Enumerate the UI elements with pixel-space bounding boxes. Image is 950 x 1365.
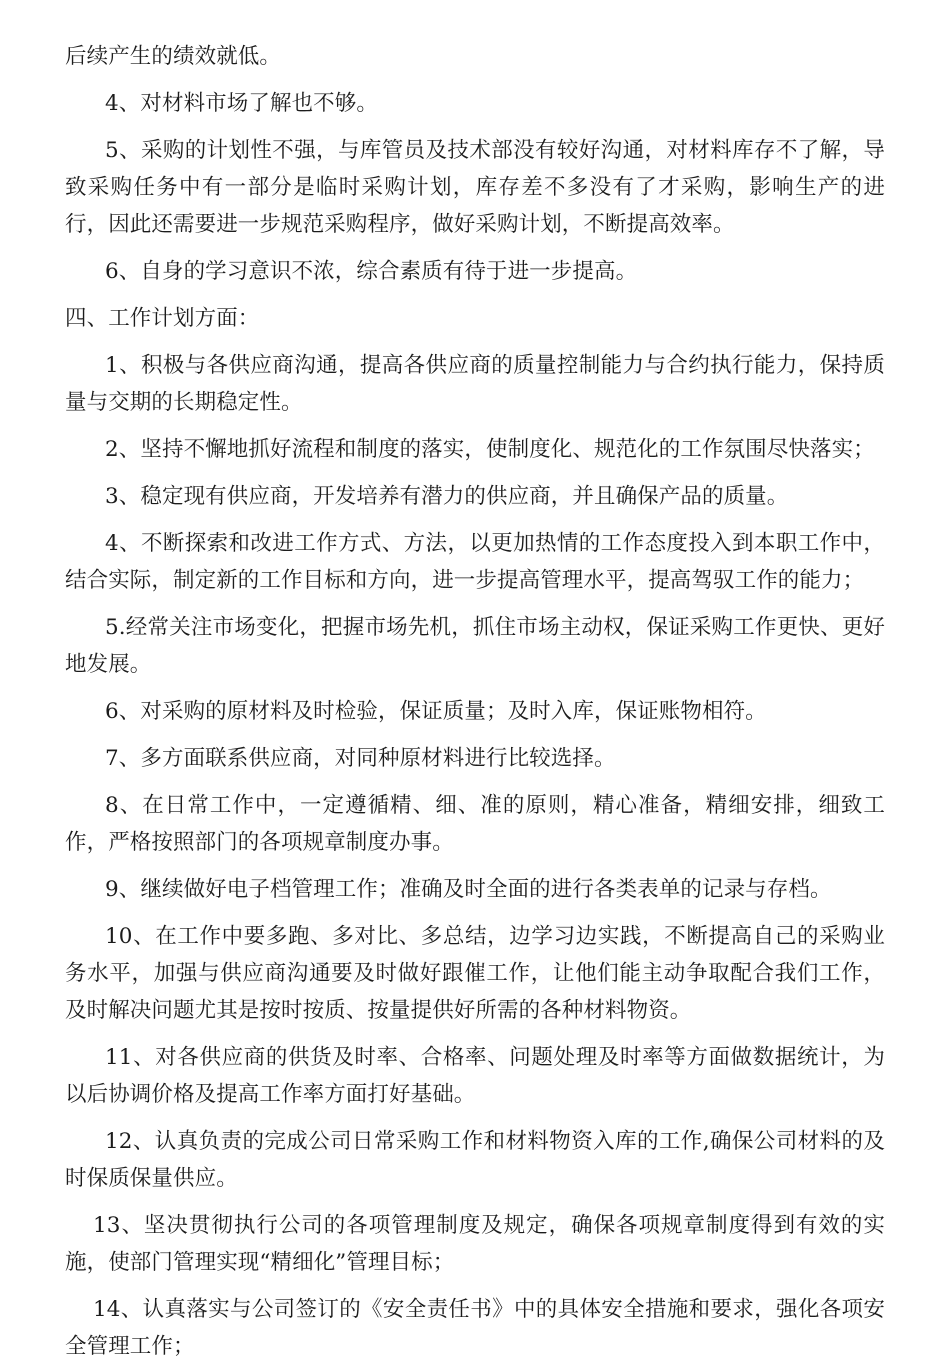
plan-item-14: 14、认真落实与公司签订的《安全责任书》中的具体安全措施和要求，强化各项安全管理工作；	[65, 1297, 885, 1359]
plan-item-11: 11、对各供应商的供货及时率、合格率、问题处理及时率等方面做数据统计，为以后协调价格及提高工作率方面打好基础。	[65, 1045, 885, 1107]
plan-item-10: 10、在工作中要多跑、多对比、多总结，边学习边实践，不断提高自己的采购业务水平，加强与供应商沟通要及时做好跟催工作，让他们能主动争取配合我们工作，及时解决问题尤其是按时按质、按量提供好所需的各种材料物资。	[65, 924, 885, 1023]
item-4-problems: 4、对材料市场了解也不够。	[105, 91, 378, 116]
document-body	[65, 38, 885, 1365]
plan-item-2: 2、坚持不懈地抓好流程和制度的落实，使制度化、规范化的工作氛围尽快落实；	[105, 437, 875, 462]
plan-item-3: 3、稳定现有供应商，开发培养有潜力的供应商，并且确保产品的质量。	[105, 484, 789, 509]
carryover-line: 后续产生的绩效就低。	[65, 44, 282, 69]
item-6-problems: 6、自身的学习意识不浓，综合素质有待于进一步提高。	[105, 259, 638, 284]
item-5-problems: 5、采购的计划性不强，与库管员及技术部没有较好沟通，对材料库存不了解，导致采购任务中有一部分是临时采购计划，库存差不多没有了才采购，影响生产的进行，因此还需要进一步规范采购程序，做好采购计划，不断提高效率。	[65, 138, 885, 237]
section-heading-four: 四、工作计划方面：	[65, 306, 260, 331]
plan-item-13: 13、坚决贯彻执行公司的各项管理制度及规定，确保各项规章制度得到有效的实施，使部门管理实现“精细化”管理目标；	[65, 1213, 885, 1275]
plan-item-12: 12、认真负责的完成公司日常采购工作和材料物资入库的工作,确保公司材料的及时保质保量供应。	[65, 1129, 885, 1191]
plan-item-7: 7、多方面联系供应商，对同种原材料进行比较选择。	[105, 746, 616, 771]
plan-item-9: 9、继续做好电子档管理工作；准确及时全面的进行各类表单的记录与存档。	[105, 877, 832, 902]
plan-item-5: 5.经常关注市场变化，把握市场先机，抓住市场主动权，保证采购工作更快、更好地发展。	[65, 615, 885, 677]
plan-item-8: 8、在日常工作中，一定遵循精、细、准的原则，精心准备，精细安排，细致工作，严格按照部门的各项规章制度办事。	[65, 793, 885, 855]
plan-item-6: 6、对采购的原材料及时检验，保证质量；及时入库，保证账物相符。	[105, 699, 767, 724]
plan-item-1: 1、积极与各供应商沟通，提高各供应商的质量控制能力与合约执行能力，保持质量与交期的长期稳定性。	[65, 353, 885, 415]
plan-item-4: 4、不断探索和改进工作方式、方法，以更加热情的工作态度投入到本职工作中，结合实际，制定新的工作目标和方向，进一步提高管理水平，提高驾驭工作的能力；	[65, 531, 885, 593]
